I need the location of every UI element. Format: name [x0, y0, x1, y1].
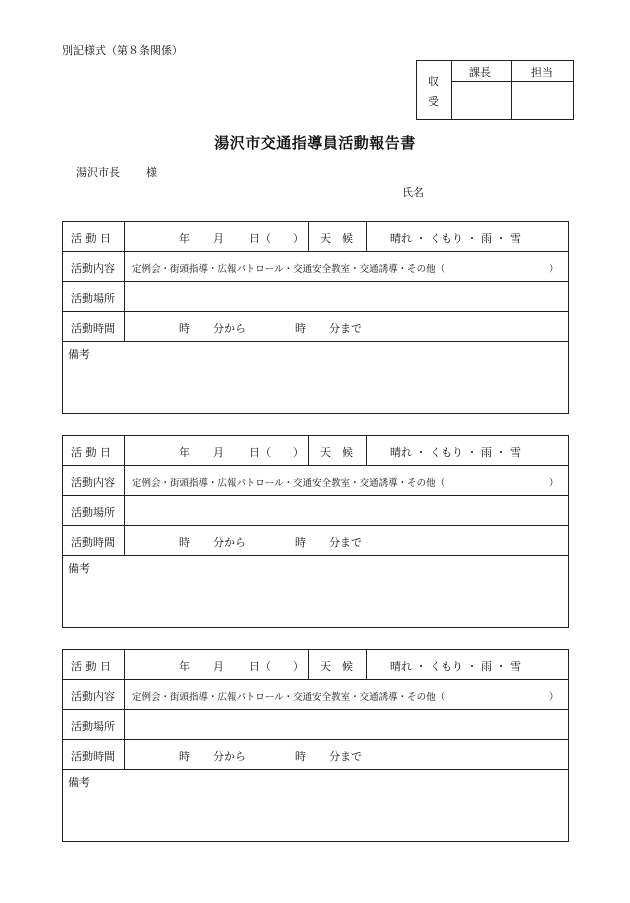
label-date: 活 動 日 — [71, 660, 111, 673]
time-hour-to: 時 — [295, 750, 306, 763]
label-weather: 天 候 — [320, 232, 353, 245]
activity-record-3 — [62, 649, 569, 842]
stamp-in-charge: 担当 — [531, 66, 553, 79]
time-hour-from: 時 — [179, 536, 190, 549]
label-place: 活動場所 — [71, 292, 115, 305]
label-remarks: 備考 — [68, 562, 90, 575]
label-weather: 天 候 — [320, 446, 353, 459]
content-options: 定例会・街頭指導・広報パトロール・交通安全教室・交通誘導・その他（ — [132, 478, 446, 489]
addressee-honorific: 様 — [146, 166, 157, 179]
weather-options: 晴れ ・ くもり ・ 雨 ・ 雪 — [390, 446, 521, 459]
content-close: ） — [549, 692, 559, 703]
content-close: ） — [549, 478, 559, 489]
label-content: 活動内容 — [71, 262, 115, 275]
label-year: 年 — [179, 660, 190, 673]
label-time: 活動時間 — [71, 750, 115, 763]
time-hour-to: 時 — [295, 322, 306, 335]
weather-options: 晴れ ・ くもり ・ 雨 ・ 雪 — [390, 660, 521, 673]
activity-record-2 — [62, 435, 569, 628]
content-options: 定例会・街頭指導・広報パトロール・交通安全教室・交通誘導・その他（ — [132, 264, 446, 275]
content-close: ） — [549, 264, 559, 275]
weather-options: 晴れ ・ くもり ・ 雨 ・ 雪 — [390, 232, 521, 245]
stamp-received-1: 収 — [428, 75, 439, 88]
label-remarks: 備考 — [68, 348, 90, 361]
label-day: 日（ ） — [249, 232, 304, 245]
label-time: 活動時間 — [71, 322, 115, 335]
label-date: 活 動 日 — [71, 446, 111, 459]
time-hour-from: 時 — [179, 750, 190, 763]
stamp-box — [416, 60, 574, 120]
label-content: 活動内容 — [71, 476, 115, 489]
content-options: 定例会・街頭指導・広報パトロール・交通安全教室・交通誘導・その他（ — [132, 692, 446, 703]
label-month: 月 — [213, 232, 224, 245]
time-minute-to: 分まで — [329, 750, 362, 763]
label-place: 活動場所 — [71, 506, 115, 519]
time-minute-from: 分から — [213, 322, 246, 335]
stamp-chief: 課長 — [469, 66, 491, 79]
label-day: 日（ ） — [249, 660, 304, 673]
label-weather: 天 候 — [320, 660, 353, 673]
label-month: 月 — [213, 660, 224, 673]
label-place: 活動場所 — [71, 720, 115, 733]
label-day: 日（ ） — [249, 446, 304, 459]
time-hour-to: 時 — [295, 536, 306, 549]
time-minute-to: 分まで — [329, 322, 362, 335]
label-date: 活 動 日 — [71, 232, 111, 245]
addressee: 湯沢市長 — [76, 166, 120, 179]
stamp-received-2: 受 — [428, 95, 439, 108]
time-minute-to: 分まで — [329, 536, 362, 549]
time-hour-from: 時 — [179, 322, 190, 335]
label-remarks: 備考 — [68, 776, 90, 789]
label-year: 年 — [179, 232, 190, 245]
label-year: 年 — [179, 446, 190, 459]
document-title: 湯沢市交通指導員活動報告書 — [214, 134, 416, 152]
label-time: 活動時間 — [71, 536, 115, 549]
label-month: 月 — [213, 446, 224, 459]
form-label: 別記様式（第８条関係） — [62, 44, 183, 57]
name-label: 氏名 — [402, 186, 424, 199]
activity-record-1 — [62, 221, 569, 414]
label-content: 活動内容 — [71, 690, 115, 703]
time-minute-from: 分から — [213, 536, 246, 549]
time-minute-from: 分から — [213, 750, 246, 763]
